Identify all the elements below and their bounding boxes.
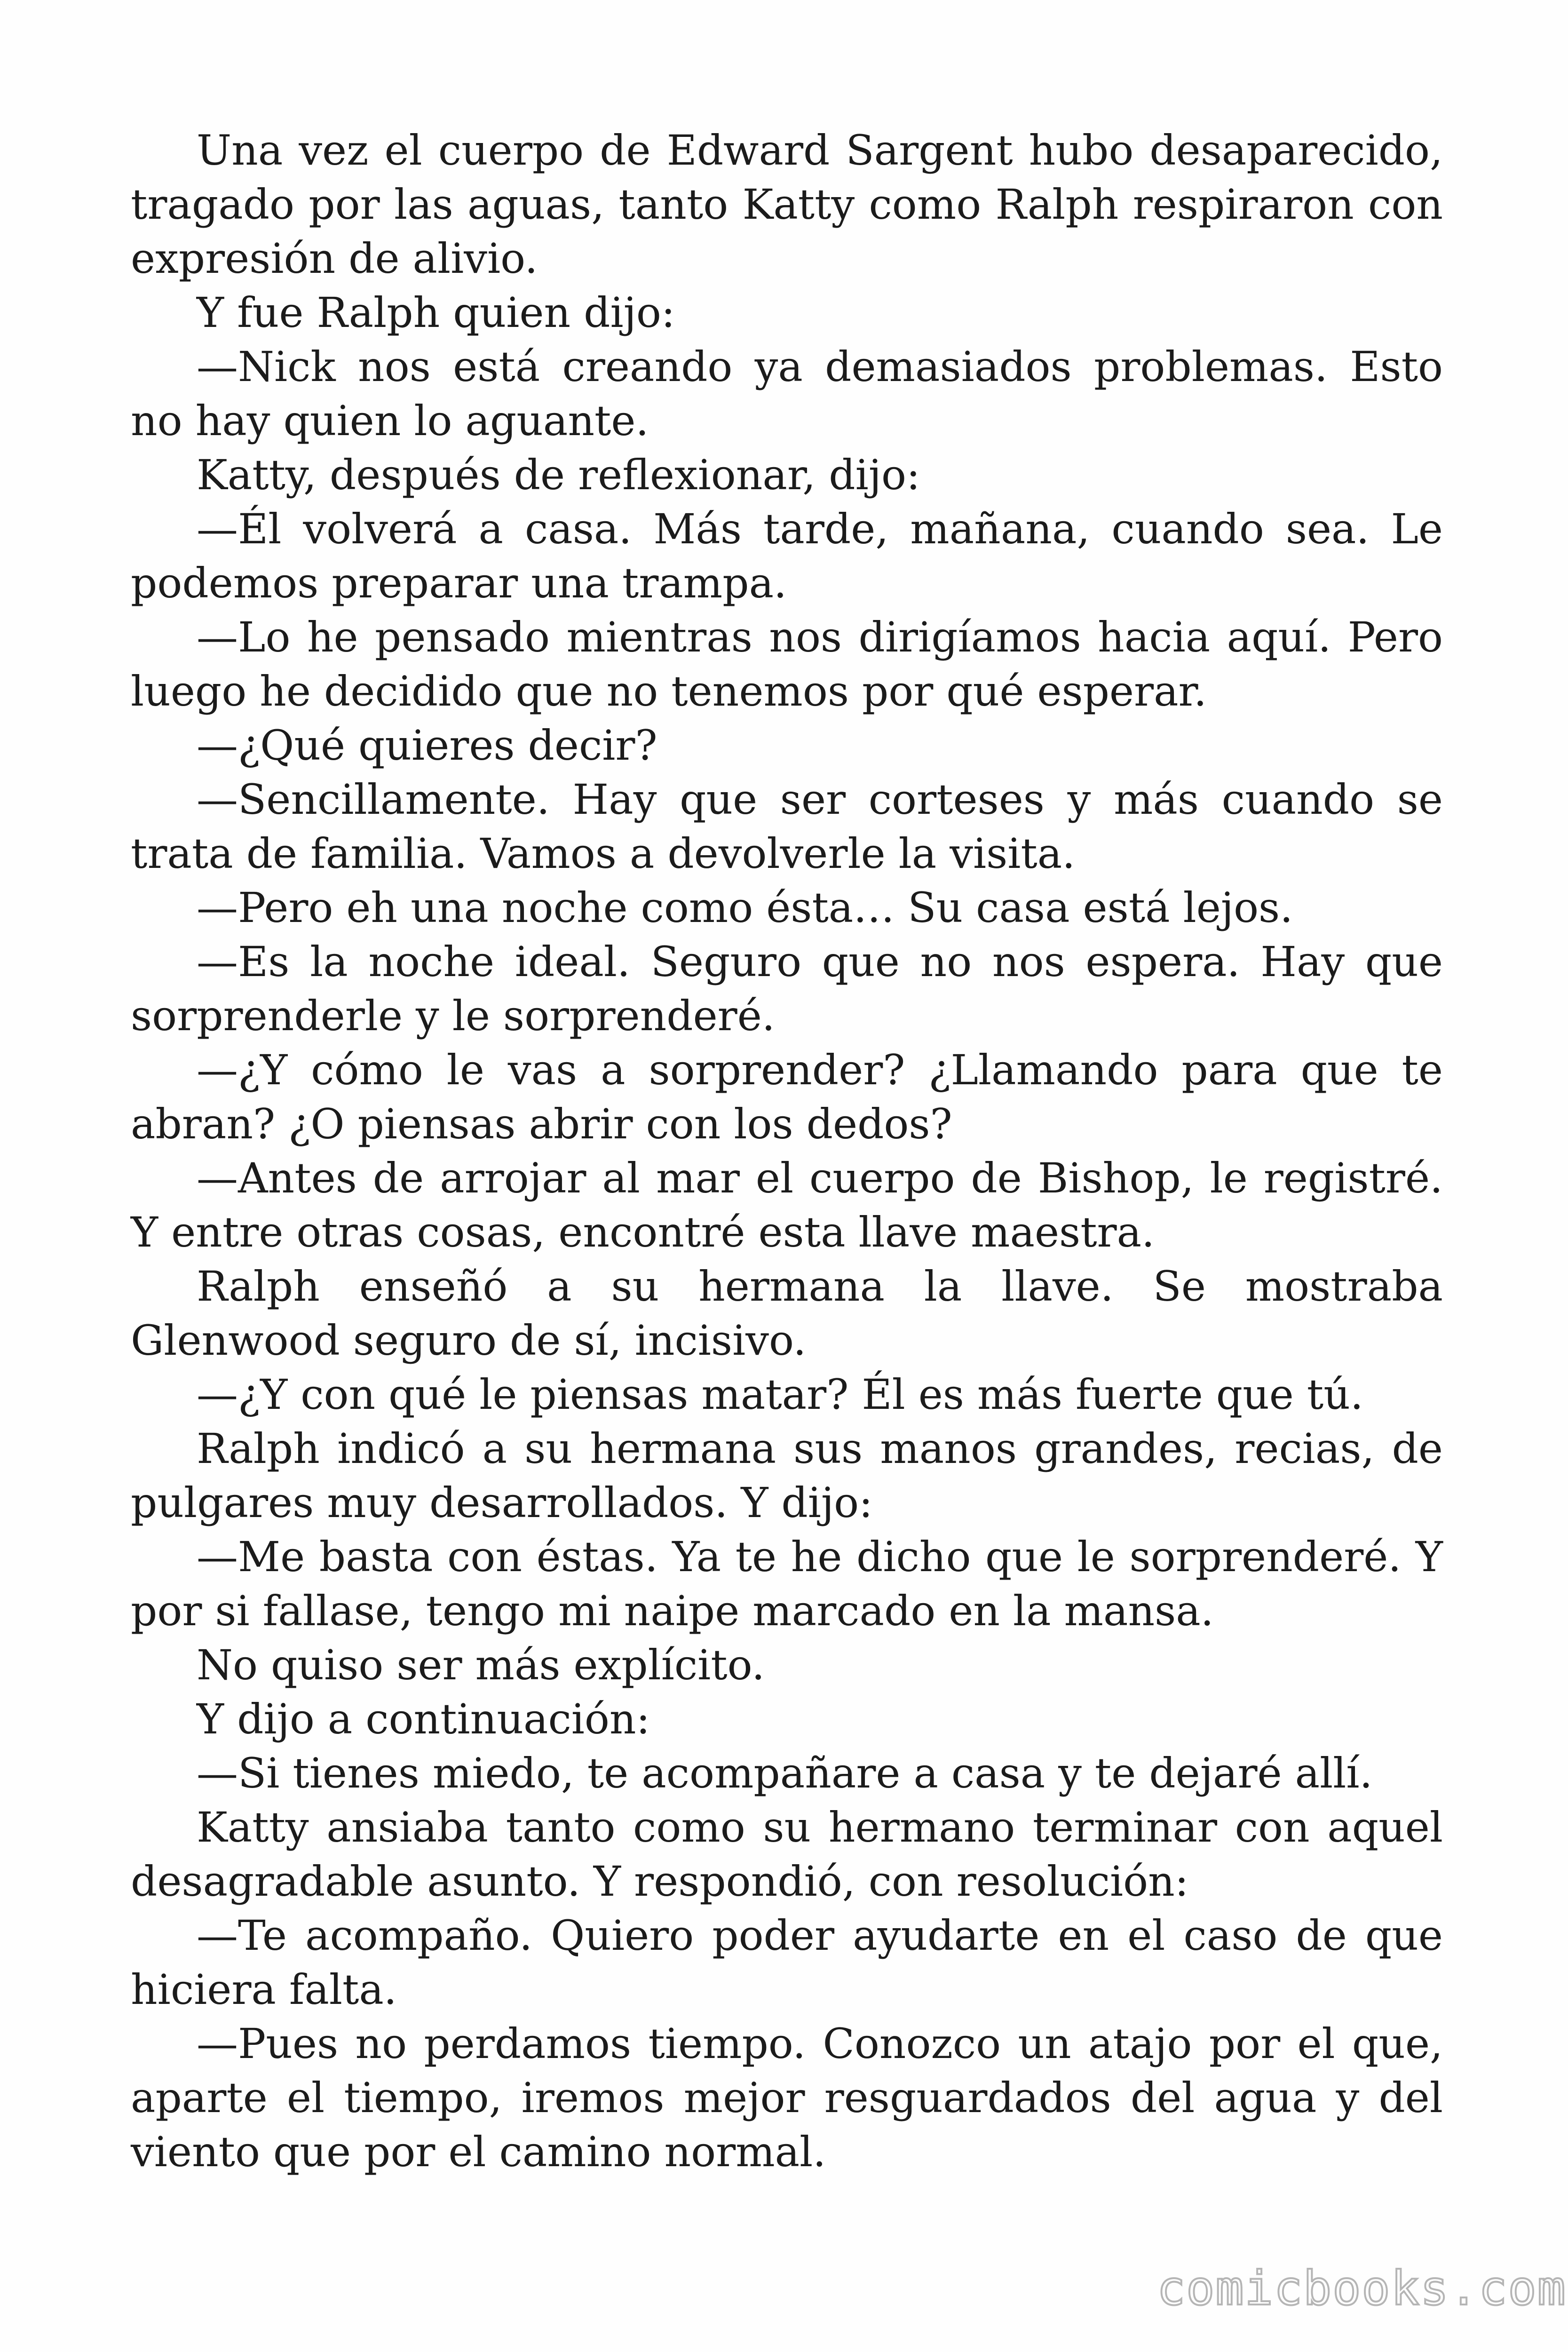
watermark: comicbooks.com bbox=[1157, 2261, 1567, 2316]
paragraph-9: —Pero eh una noche como ésta… Su casa está lejos. bbox=[197, 883, 1293, 932]
paragraph-4: Katty, después de reflexionar, dijo: bbox=[197, 451, 920, 499]
paragraph-11: —¿Y cómo le vas a sorprender? ¿Llamando para que te abran? ¿O piensas abrir con los dedos? bbox=[131, 1046, 1443, 1148]
paragraph-2: Y fue Ralph quien dijo: bbox=[197, 288, 675, 337]
paragraph-15: Ralph indicó a su hermana sus manos grandes, recias, de pulgares muy desarrollados. Y dijo: bbox=[131, 1424, 1443, 1527]
paragraph-16: —Me basta con éstas. Ya te he dicho que le sorprenderé. Y por si fallase, tengo mi naipe marcado en la mansa. bbox=[131, 1533, 1443, 1635]
paragraph-7: —¿Qué quieres decir? bbox=[197, 721, 657, 770]
paragraph-13: Ralph enseñó a su hermana la llave. Se mostraba Glenwood seguro de sí, incisivo. bbox=[131, 1262, 1443, 1365]
body-text bbox=[131, 123, 1443, 2179]
paragraph-20: Katty ansiaba tanto como su hermano terminar con aquel desagradable asunto. Y respondió, con resolución: bbox=[131, 1803, 1443, 1906]
paragraph-5: —Él volverá a casa. Más tarde, mañana, cuando sea. Le podemos preparar una trampa. bbox=[131, 505, 1443, 607]
paragraph-1: Una vez el cuerpo de Edward Sargent hubo desaparecido, tragado por las aguas, tanto Katty como Ralph respiraron con expresión de alivio. bbox=[131, 126, 1443, 283]
paragraph-14: —¿Y con qué le piensas matar? Él es más fuerte que tú. bbox=[197, 1370, 1363, 1419]
paragraph-22: —Pues no perdamos tiempo. Conozco un atajo por el que, aparte el tiempo, iremos mejor resguardados del agua y del viento que por el camino normal. bbox=[131, 2019, 1443, 2176]
paragraph-8: —Sencillamente. Hay que ser corteses y más cuando se trata de familia. Vamos a devolverle la visita. bbox=[131, 775, 1443, 878]
paragraph-18: Y dijo a continuación: bbox=[197, 1695, 650, 1743]
paragraph-10: —Es la noche ideal. Seguro que no nos espera. Hay que sorprenderle y le sorprenderé. bbox=[131, 938, 1443, 1040]
paragraph-12: —Antes de arrojar al mar el cuerpo de Bishop, le registré. Y entre otras cosas, encontré esta llave maestra. bbox=[131, 1154, 1443, 1256]
paragraph-6: —Lo he pensado mientras nos dirigíamos hacia aquí. Pero luego he decidido que no tenemos por qué esperar. bbox=[131, 613, 1443, 715]
paragraph-19: —Si tienes miedo, te acompañare a casa y te dejaré allí. bbox=[197, 1749, 1373, 1797]
paragraph-17: No quiso ser más explícito. bbox=[197, 1641, 765, 1689]
paragraph-21: —Te acompaño. Quiero poder ayudarte en el caso de que hiciera falta. bbox=[131, 1911, 1443, 2014]
paragraph-3: —Nick nos está creando ya demasiados problemas. Esto no hay quien lo aguante. bbox=[131, 342, 1443, 445]
